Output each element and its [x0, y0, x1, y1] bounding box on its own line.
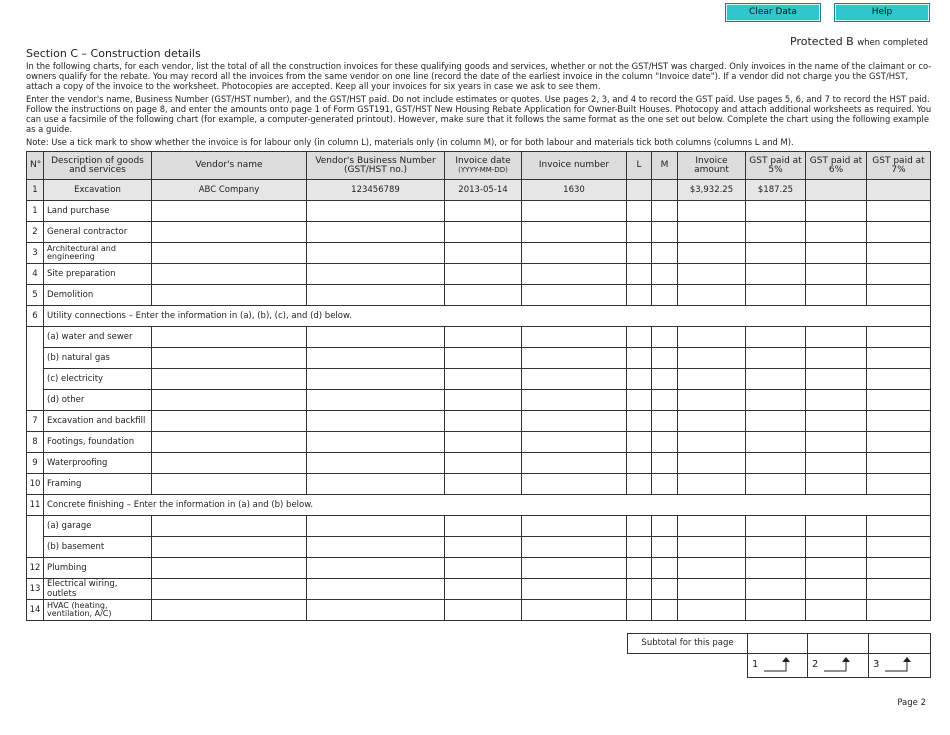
row-9-bn-input[interactable]	[307, 453, 445, 474]
row-11a-date-input[interactable]	[445, 516, 522, 537]
row-6c-amount-input[interactable]	[678, 369, 746, 390]
row-11b-invno-input[interactable]	[522, 537, 627, 558]
row-12-label: Plumbing	[44, 558, 152, 579]
row-7-gst5-input[interactable]	[746, 411, 806, 432]
arrow-up-icon	[764, 657, 794, 673]
row-2-gst6-input[interactable]	[806, 222, 867, 243]
row-12-m-input[interactable]	[652, 558, 678, 579]
row-3-date-input[interactable]	[445, 243, 522, 264]
row-10-vendor-input[interactable]	[152, 474, 307, 495]
row-6c-gst6-input[interactable]	[806, 369, 867, 390]
row-8-gst7-input[interactable]	[867, 432, 931, 453]
row-7-l-input[interactable]	[627, 411, 652, 432]
row-9-date-input[interactable]	[445, 453, 522, 474]
row-number-empty	[27, 390, 44, 411]
table-header	[27, 152, 931, 180]
row-11b-gst6-input[interactable]	[806, 537, 867, 558]
row-8-gst5-input[interactable]	[746, 432, 806, 453]
table-row	[27, 327, 931, 348]
row-13-amount-input[interactable]	[678, 579, 746, 600]
row-12-amount-input[interactable]	[678, 558, 746, 579]
col-description: Description of goods and services	[44, 152, 152, 180]
row-5-gst7-input[interactable]	[867, 285, 931, 306]
row-12-vendor-input[interactable]	[152, 558, 307, 579]
row-9-amount-input[interactable]	[678, 453, 746, 474]
row-6c-bn-input[interactable]	[307, 369, 445, 390]
row-number: 12	[27, 558, 44, 579]
row-9-label: Waterproofing	[44, 453, 152, 474]
table-row	[27, 537, 931, 558]
row-6a-gst7-input[interactable]	[867, 327, 931, 348]
row-14-gst6-input[interactable]	[806, 600, 867, 621]
row-9-gst5-input[interactable]	[746, 453, 806, 474]
table-row	[27, 285, 931, 306]
row-11b-m-input[interactable]	[652, 537, 678, 558]
row-7-bn-input[interactable]	[307, 411, 445, 432]
row-6c-invno-input[interactable]	[522, 369, 627, 390]
example-amount: $3,932.25	[678, 180, 746, 201]
row-6a-bn-input[interactable]	[307, 327, 445, 348]
row-8-bn-input[interactable]	[307, 432, 445, 453]
row-6a-m-input[interactable]	[652, 327, 678, 348]
row-9-vendor-input[interactable]	[152, 453, 307, 474]
row-4-amount-input[interactable]	[678, 264, 746, 285]
row-8-invno-input[interactable]	[522, 432, 627, 453]
row-10-label: Framing	[44, 474, 152, 495]
row-6c-gst7-input[interactable]	[867, 369, 931, 390]
example-row	[27, 180, 931, 201]
row-11a-invno-input[interactable]	[522, 516, 627, 537]
row-8-gst6-input[interactable]	[806, 432, 867, 453]
row-12-bn-input[interactable]	[307, 558, 445, 579]
row-14-l-input[interactable]	[627, 600, 652, 621]
row-6b-gst5-input[interactable]	[746, 348, 806, 369]
table-row	[27, 369, 931, 390]
row-6b-bn-input[interactable]	[307, 348, 445, 369]
row-2-date-input[interactable]	[445, 222, 522, 243]
row-8-date-input[interactable]	[445, 432, 522, 453]
row-6d-gst5-input[interactable]	[746, 390, 806, 411]
row-number: 13	[27, 579, 44, 600]
row-12-invno-input[interactable]	[522, 558, 627, 579]
row-6b-l-input[interactable]	[627, 348, 652, 369]
row-5-vendor-input[interactable]	[152, 285, 307, 306]
row-4-m-input[interactable]	[652, 264, 678, 285]
row-7-vendor-input[interactable]	[152, 411, 307, 432]
row-3-gst7-input[interactable]	[867, 243, 931, 264]
row-12-gst7-input[interactable]	[867, 558, 931, 579]
row-4-vendor-input[interactable]	[152, 264, 307, 285]
row-11b-bn-input[interactable]	[307, 537, 445, 558]
row-7-amount-input[interactable]	[678, 411, 746, 432]
row-6c-date-input[interactable]	[445, 369, 522, 390]
row-8-vendor-input[interactable]	[152, 432, 307, 453]
subtotal-gst6[interactable]	[807, 633, 869, 654]
example-gst7	[867, 180, 931, 201]
row-2-m-input[interactable]	[652, 222, 678, 243]
row-12-date-input[interactable]	[445, 558, 522, 579]
col-invoice-number: Invoice number	[522, 152, 627, 180]
row-9-gst6-input[interactable]	[806, 453, 867, 474]
row-4-bn-input[interactable]	[307, 264, 445, 285]
row-9-invno-input[interactable]	[522, 453, 627, 474]
row-6a-gst5-input[interactable]	[746, 327, 806, 348]
row-6c-l-input[interactable]	[627, 369, 652, 390]
row-7-gst7-input[interactable]	[867, 411, 931, 432]
row-number: 10	[27, 474, 44, 495]
row-11b-label: (b) basement	[44, 537, 152, 558]
col-gst-5: GST paid at 5%	[746, 152, 806, 180]
row-6c-label: (c) electricity	[44, 369, 152, 390]
row-2-gst5-input[interactable]	[746, 222, 806, 243]
row-12-l-input[interactable]	[627, 558, 652, 579]
row-number: 1	[27, 201, 44, 222]
row-13-gst6-input[interactable]	[806, 579, 867, 600]
table-row	[27, 474, 931, 495]
row-6a-date-input[interactable]	[445, 327, 522, 348]
page-number: Page 2	[897, 698, 926, 708]
row-3-bn-input[interactable]	[307, 243, 445, 264]
row-2-invno-input[interactable]	[522, 222, 627, 243]
table-row	[27, 201, 931, 222]
row-10-gst6-input[interactable]	[806, 474, 867, 495]
row-2-label: General contractor	[44, 222, 152, 243]
row-11a-gst7-input[interactable]	[867, 516, 931, 537]
row-10-bn-input[interactable]	[307, 474, 445, 495]
row-5-l-input[interactable]	[627, 285, 652, 306]
row-14-gst5-input[interactable]	[746, 600, 806, 621]
row-10-invno-input[interactable]	[522, 474, 627, 495]
col-invoice-amount: Invoice amount	[678, 152, 746, 180]
table-row	[27, 264, 931, 285]
row-4-invno-input[interactable]	[522, 264, 627, 285]
row-6b-m-input[interactable]	[652, 348, 678, 369]
row-6c-m-input[interactable]	[652, 369, 678, 390]
help-button[interactable]: Help	[834, 3, 930, 22]
row-14-bn-input[interactable]	[307, 600, 445, 621]
col-invoice-date: Invoice date (YYYY-MM-DD)	[445, 152, 522, 180]
row-6c-gst5-input[interactable]	[746, 369, 806, 390]
row-5-date-input[interactable]	[445, 285, 522, 306]
row-number: 2	[27, 222, 44, 243]
row-5-label: Demolition	[44, 285, 152, 306]
row-1-gst7-input[interactable]	[867, 201, 931, 222]
row-14-label: HVAC (heating, ventilation, A/C)	[44, 600, 152, 621]
row-12-gst6-input[interactable]	[806, 558, 867, 579]
row-10-amount-input[interactable]	[678, 474, 746, 495]
row-6-label: Utility connections – Enter the information in (a), (b), (c), and (d) below.	[44, 306, 931, 327]
row-3-gst5-input[interactable]	[746, 243, 806, 264]
table-row	[27, 579, 931, 600]
row-10-date-input[interactable]	[445, 474, 522, 495]
row-6d-gst7-input[interactable]	[867, 390, 931, 411]
row-13-gst5-input[interactable]	[746, 579, 806, 600]
row-11b-l-input[interactable]	[627, 537, 652, 558]
row-2-l-input[interactable]	[627, 222, 652, 243]
row-1-amount-input[interactable]	[678, 201, 746, 222]
row-1-vendor-input[interactable]	[152, 201, 307, 222]
row-6b-date-input[interactable]	[445, 348, 522, 369]
row-6b-gst7-input[interactable]	[867, 348, 931, 369]
table-row	[27, 411, 931, 432]
table-row	[27, 432, 931, 453]
row-13-m-input[interactable]	[652, 579, 678, 600]
row-5-gst6-input[interactable]	[806, 285, 867, 306]
example-no: 1	[27, 180, 44, 201]
table-row	[27, 558, 931, 579]
row-11b-vendor-input[interactable]	[152, 537, 307, 558]
row-7-gst6-input[interactable]	[806, 411, 867, 432]
construction-table	[26, 151, 931, 621]
row-7-invno-input[interactable]	[522, 411, 627, 432]
carry-box-2: 2	[807, 653, 869, 678]
row-number: 6	[27, 306, 44, 327]
row-11a-bn-input[interactable]	[307, 516, 445, 537]
row-9-gst7-input[interactable]	[867, 453, 931, 474]
row-3-m-input[interactable]	[652, 243, 678, 264]
row-13-date-input[interactable]	[445, 579, 522, 600]
row-9-m-input[interactable]	[652, 453, 678, 474]
row-6b-vendor-input[interactable]	[152, 348, 307, 369]
row-3-label: Architectural and engineering	[44, 243, 152, 264]
row-6d-amount-input[interactable]	[678, 390, 746, 411]
row-number-empty	[27, 537, 44, 558]
row-number-empty	[27, 348, 44, 369]
row-14-gst7-input[interactable]	[867, 600, 931, 621]
row-13-gst7-input[interactable]	[867, 579, 931, 600]
row-4-gst6-input[interactable]	[806, 264, 867, 285]
row-5-amount-input[interactable]	[678, 285, 746, 306]
row-11a-l-input[interactable]	[627, 516, 652, 537]
subtotal-gst5[interactable]	[747, 633, 808, 654]
subtotal-label-cell: Subtotal for this page	[627, 633, 748, 654]
row-11a-gst6-input[interactable]	[806, 516, 867, 537]
row-14-vendor-input[interactable]	[152, 600, 307, 621]
row-1-date-input[interactable]	[445, 201, 522, 222]
col-business-number: Vendor's Business Number (GST/HST no.)	[307, 152, 445, 180]
table-row	[27, 348, 931, 369]
row-6c-vendor-input[interactable]	[152, 369, 307, 390]
row-number: 9	[27, 453, 44, 474]
col-no: N°	[27, 152, 44, 180]
row-6d-m-input[interactable]	[652, 390, 678, 411]
row-11-label: Concrete finishing – Enter the information in (a) and (b) below.	[44, 495, 931, 516]
row-5-m-input[interactable]	[652, 285, 678, 306]
row-7-date-input[interactable]	[445, 411, 522, 432]
arrow-up-icon	[885, 657, 915, 673]
row-11a-m-input[interactable]	[652, 516, 678, 537]
instructions-paragraph: Enter the vendor's name, Business Number (GST/HST number), and the GST/HST paid. Do not include estimates or quotes. Use pages 2, 3, and 4 to record the GST paid. Use pages 5, 6, and 7 to record the HST paid. Follow the instructions on page 8, and enter the amounts onto page 1 of Form GST191, GST/HST New Housing Rebate Application for Owner-Built Houses. Photocopy and attach additional worksheets as required. You can use a facsimile of the following chart (for example, a computer-generated printout). However, make sure that it follows the same format as the one set out below. Complete the chart using the following example as a guide.	[26, 94, 932, 134]
row-6d-date-input[interactable]	[445, 390, 522, 411]
row-8-label: Footings, foundation	[44, 432, 152, 453]
row-14-invno-input[interactable]	[522, 600, 627, 621]
example-gst5: $187.25	[746, 180, 806, 201]
subtotal-gst7[interactable]	[868, 633, 931, 654]
row-10-gst5-input[interactable]	[746, 474, 806, 495]
row-5-gst5-input[interactable]	[746, 285, 806, 306]
table-row	[27, 600, 931, 621]
example-desc: Excavation	[44, 180, 152, 201]
row-6d-l-input[interactable]	[627, 390, 652, 411]
row-6a-gst6-input[interactable]	[806, 327, 867, 348]
row-11a-vendor-input[interactable]	[152, 516, 307, 537]
row-10-gst7-input[interactable]	[867, 474, 931, 495]
row-6d-gst6-input[interactable]	[806, 390, 867, 411]
col-m: M	[652, 152, 678, 180]
row-3-l-input[interactable]	[627, 243, 652, 264]
row-2-amount-input[interactable]	[678, 222, 746, 243]
row-10-m-input[interactable]	[652, 474, 678, 495]
row-11b-amount-input[interactable]	[678, 537, 746, 558]
row-3-amount-input[interactable]	[678, 243, 746, 264]
row-6d-vendor-input[interactable]	[152, 390, 307, 411]
row-1-bn-input[interactable]	[307, 201, 445, 222]
note-paragraph: Note: Use a tick mark to show whether the invoice is for labour only (in column L), materials only (in column M), or for both labour and materials tick both columns (columns L and M).	[26, 137, 794, 147]
example-vendor: ABC Company	[152, 180, 307, 201]
row-6b-invno-input[interactable]	[522, 348, 627, 369]
row-5-invno-input[interactable]	[522, 285, 627, 306]
row-13-label: Electrical wiring, outlets	[44, 579, 152, 600]
row-13-vendor-input[interactable]	[152, 579, 307, 600]
table-row	[27, 306, 931, 327]
row-7-m-input[interactable]	[652, 411, 678, 432]
row-1-label: Land purchase	[44, 201, 152, 222]
col-l: L	[627, 152, 652, 180]
example-bn: 123456789	[307, 180, 445, 201]
row-2-bn-input[interactable]	[307, 222, 445, 243]
row-6d-invno-input[interactable]	[522, 390, 627, 411]
row-14-amount-input[interactable]	[678, 600, 746, 621]
row-8-l-input[interactable]	[627, 432, 652, 453]
row-9-l-input[interactable]	[627, 453, 652, 474]
intro-paragraph: In the following charts, for each vendor, list the total of all the construction invoices for these qualifying goods and services, whether or not the GST/HST was charged. Only invoices in the name of the claimant or co-owners qualify for the rebate. You may record all the invoices from the same vendor on one line (record the date of the earliest invoice in the column "Invoice date"). If a vendor did not charge you the GST/HST, attach a copy of the invoice to the worksheet. Photocopies are accepted. Keep all your invoices for six years in case we ask to see them.	[26, 61, 932, 91]
row-number-empty	[27, 516, 44, 537]
protected-label: Protected B when completed	[790, 35, 928, 48]
row-6a-l-input[interactable]	[627, 327, 652, 348]
row-8-amount-input[interactable]	[678, 432, 746, 453]
example-gst6	[806, 180, 867, 201]
row-4-label: Site preparation	[44, 264, 152, 285]
row-number: 5	[27, 285, 44, 306]
row-11b-date-input[interactable]	[445, 537, 522, 558]
carry-box-1: 1	[747, 653, 808, 678]
table-row	[27, 390, 931, 411]
example-date: 2013-05-14	[445, 180, 522, 201]
row-3-gst6-input[interactable]	[806, 243, 867, 264]
row-1-l-input[interactable]	[627, 201, 652, 222]
row-6d-bn-input[interactable]	[307, 390, 445, 411]
table-row	[27, 453, 931, 474]
row-1-gst6-input[interactable]	[806, 201, 867, 222]
row-3-vendor-input[interactable]	[152, 243, 307, 264]
row-6a-invno-input[interactable]	[522, 327, 627, 348]
row-2-vendor-input[interactable]	[152, 222, 307, 243]
row-13-bn-input[interactable]	[307, 579, 445, 600]
row-4-date-input[interactable]	[445, 264, 522, 285]
row-6a-label: (a) water and sewer	[44, 327, 152, 348]
row-number: 8	[27, 432, 44, 453]
row-1-gst5-input[interactable]	[746, 201, 806, 222]
row-11a-amount-input[interactable]	[678, 516, 746, 537]
row-4-l-input[interactable]	[627, 264, 652, 285]
row-11a-gst5-input[interactable]	[746, 516, 806, 537]
example-invno: 1630	[522, 180, 627, 201]
row-11a-label: (a) garage	[44, 516, 152, 537]
example-m	[652, 180, 678, 201]
row-6a-vendor-input[interactable]	[152, 327, 307, 348]
table-row	[27, 516, 931, 537]
col-gst-7: GST paid at 7%	[867, 152, 931, 180]
row-number-empty	[27, 369, 44, 390]
row-1-invno-input[interactable]	[522, 201, 627, 222]
row-10-l-input[interactable]	[627, 474, 652, 495]
row-7-label: Excavation and backfill	[44, 411, 152, 432]
row-12-gst5-input[interactable]	[746, 558, 806, 579]
example-l	[627, 180, 652, 201]
arrow-up-icon	[824, 657, 854, 673]
row-number: 11	[27, 495, 44, 516]
row-13-l-input[interactable]	[627, 579, 652, 600]
row-5-bn-input[interactable]	[307, 285, 445, 306]
col-vendor: Vendor's name	[152, 152, 307, 180]
row-13-invno-input[interactable]	[522, 579, 627, 600]
row-4-gst5-input[interactable]	[746, 264, 806, 285]
row-1-m-input[interactable]	[652, 201, 678, 222]
row-3-invno-input[interactable]	[522, 243, 627, 264]
row-4-gst7-input[interactable]	[867, 264, 931, 285]
row-2-gst7-input[interactable]	[867, 222, 931, 243]
row-number-empty	[27, 327, 44, 348]
row-6b-label: (b) natural gas	[44, 348, 152, 369]
carry-box-3: 3	[868, 653, 931, 678]
section-title: Section C – Construction details	[26, 47, 201, 60]
row-number: 7	[27, 411, 44, 432]
row-8-m-input[interactable]	[652, 432, 678, 453]
row-number: 3	[27, 243, 44, 264]
row-number: 4	[27, 264, 44, 285]
row-6a-amount-input[interactable]	[678, 327, 746, 348]
row-11b-gst7-input[interactable]	[867, 537, 931, 558]
row-6b-amount-input[interactable]	[678, 348, 746, 369]
table-row	[27, 222, 931, 243]
row-6d-label: (d) other	[44, 390, 152, 411]
row-14-m-input[interactable]	[652, 600, 678, 621]
table-row	[27, 495, 931, 516]
col-gst-6: GST paid at 6%	[806, 152, 867, 180]
table-row	[27, 243, 931, 264]
row-11b-gst5-input[interactable]	[746, 537, 806, 558]
clear-data-button[interactable]: Clear Data	[725, 3, 821, 22]
row-14-date-input[interactable]	[445, 600, 522, 621]
row-number: 14	[27, 600, 44, 621]
row-6b-gst6-input[interactable]	[806, 348, 867, 369]
